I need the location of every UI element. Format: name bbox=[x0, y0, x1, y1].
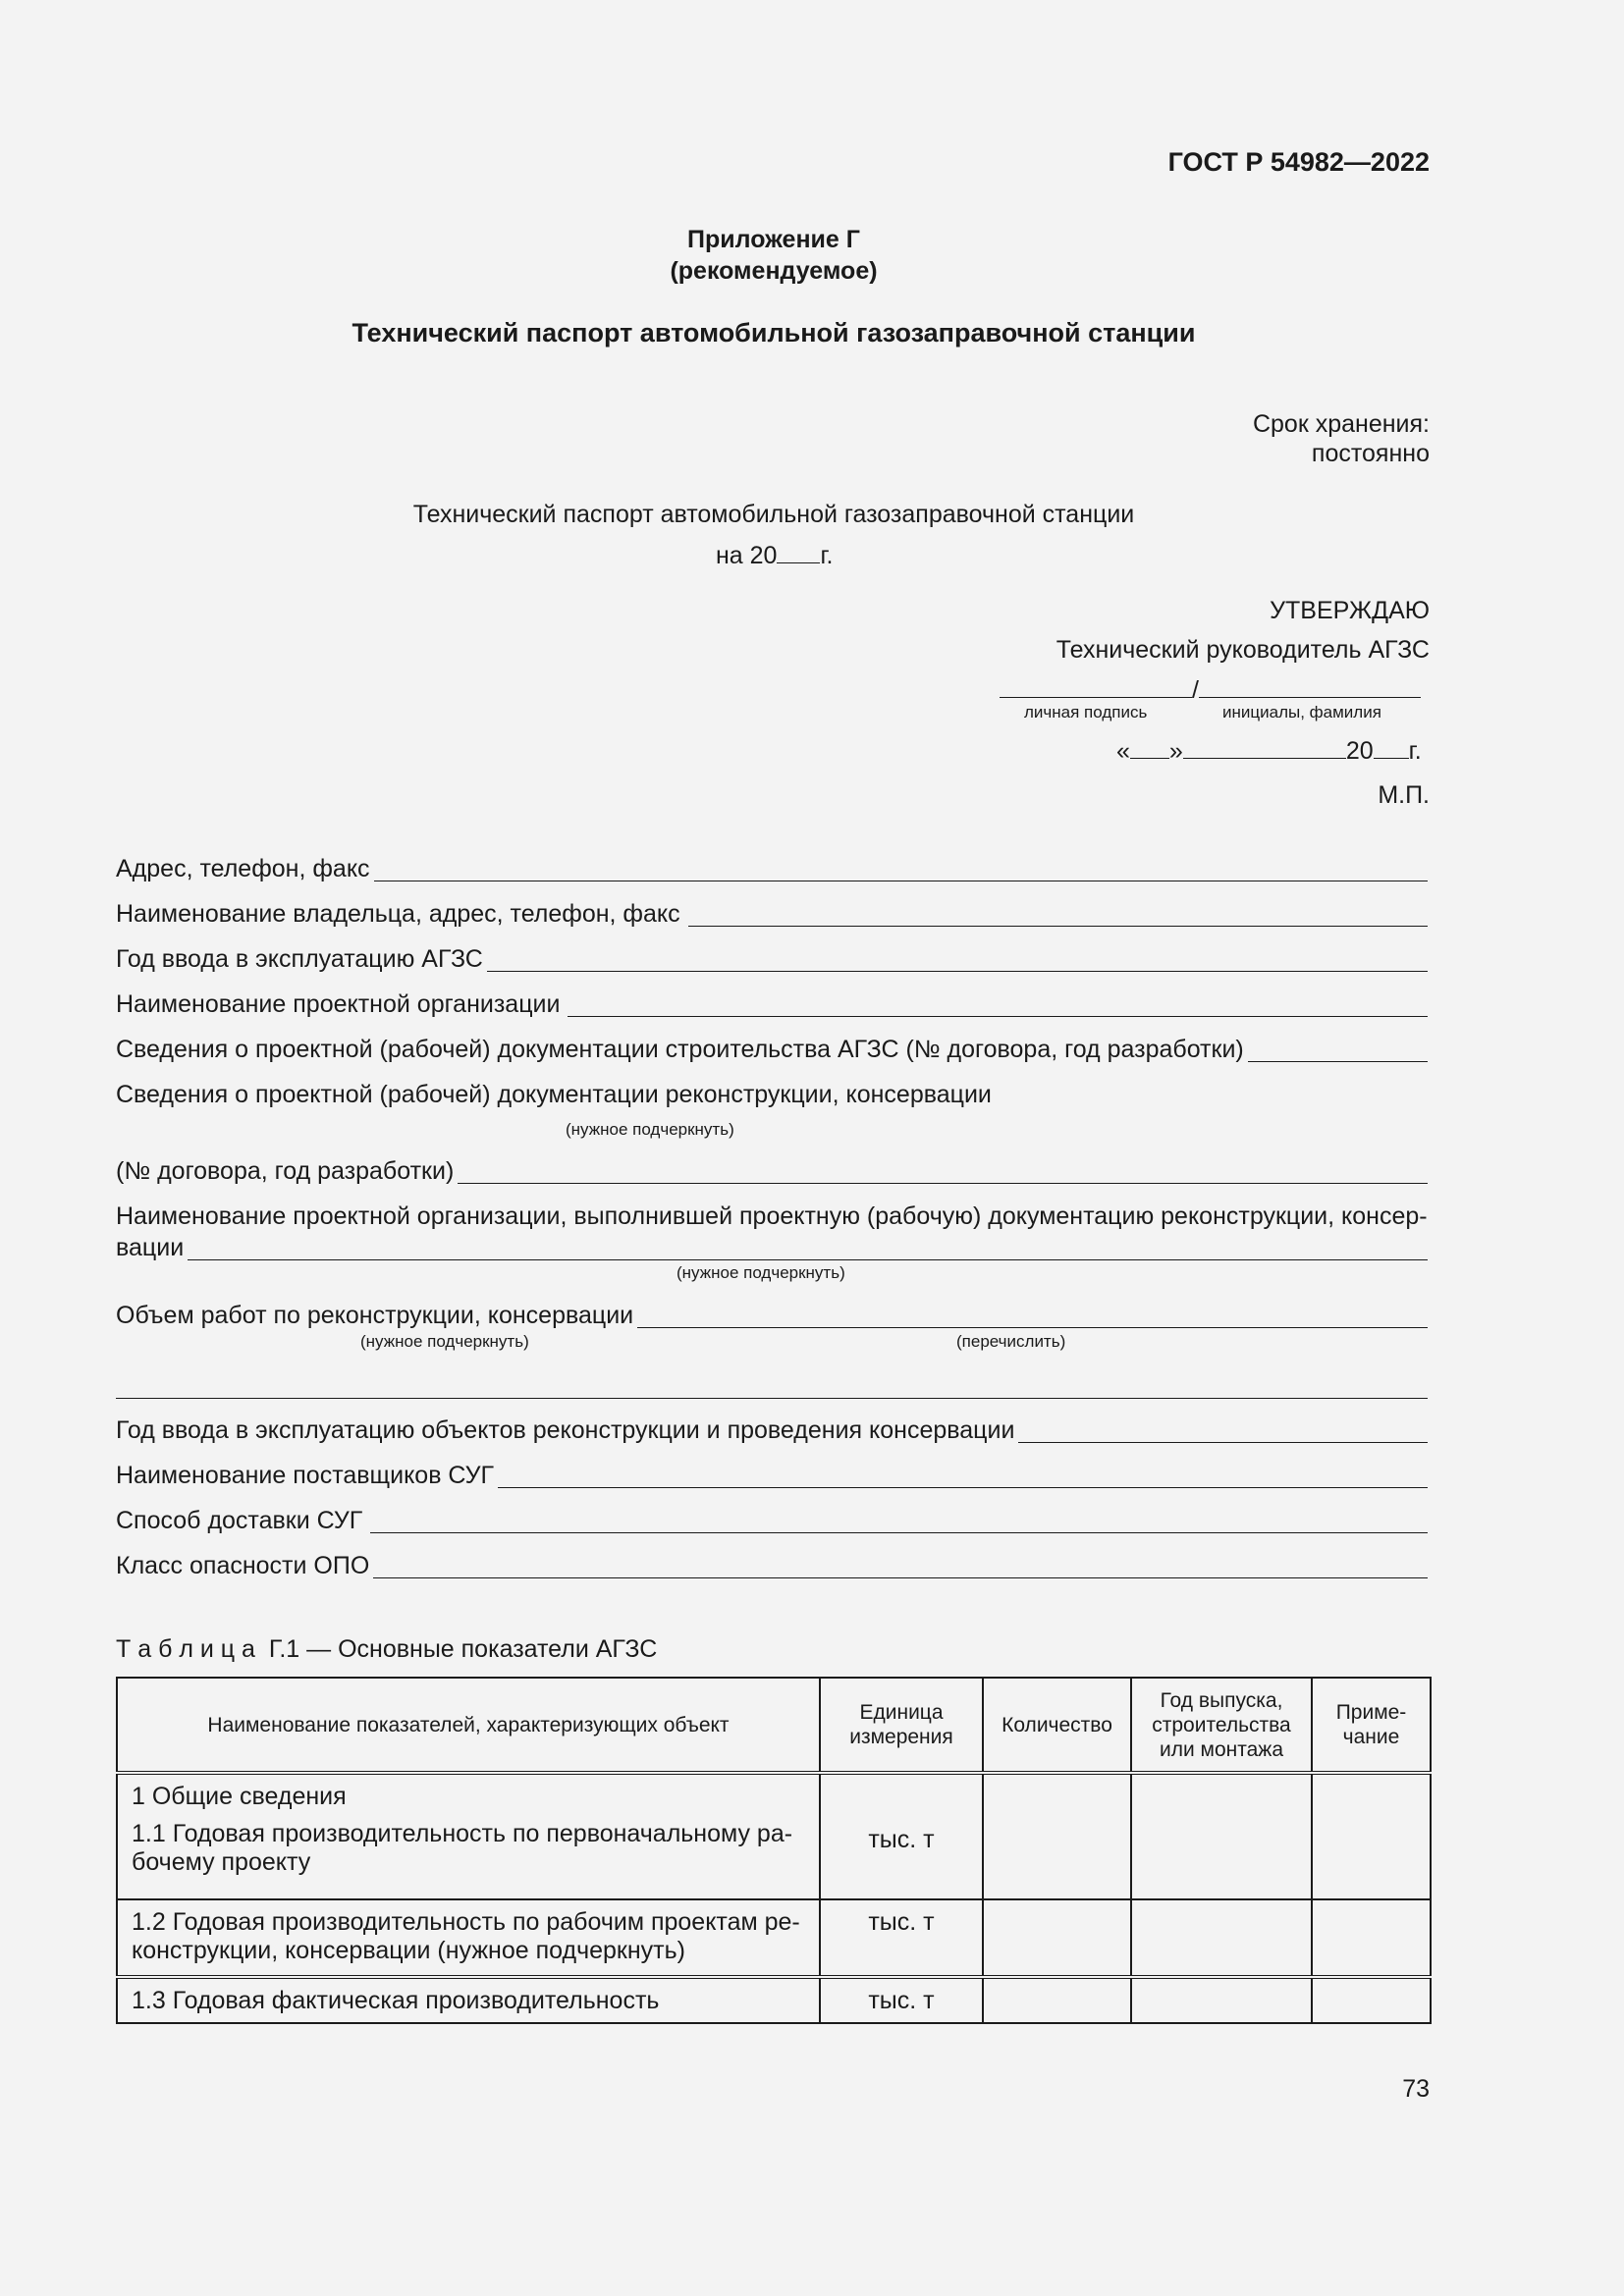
col-header-quantity: Количество bbox=[983, 1678, 1131, 1773]
row-unit: тыс. т bbox=[820, 1977, 983, 2023]
standard-code: ГОСТ Р 54982—2022 bbox=[1167, 147, 1430, 177]
field-scope-blank[interactable] bbox=[637, 1304, 1428, 1328]
section-title: 1 Общие сведения bbox=[132, 1783, 347, 1810]
underline-hint-2: (нужное подчеркнуть) bbox=[677, 1263, 845, 1282]
row-year[interactable] bbox=[1131, 1899, 1312, 1977]
underline-hint-3: (нужное подчеркнуть) bbox=[360, 1332, 529, 1351]
name-blank[interactable] bbox=[1199, 673, 1421, 698]
col-header-note: Приме-чание bbox=[1312, 1678, 1431, 1773]
passport-year-blank[interactable] bbox=[777, 539, 820, 563]
table-caption bbox=[116, 1635, 657, 1664]
indicators-table bbox=[116, 1677, 1432, 2024]
field-design-org-blank[interactable] bbox=[568, 992, 1428, 1017]
field-suppliers bbox=[116, 1461, 1428, 1490]
row-note[interactable] bbox=[1312, 1899, 1431, 1977]
field-owner-blank[interactable] bbox=[688, 902, 1428, 927]
appendix-heading: Технический паспорт автомобильной газозаправочной станции bbox=[352, 318, 1196, 347]
col-header-year: Год выпуска, строительства или монтажа bbox=[1131, 1678, 1312, 1773]
field-contract-blank[interactable] bbox=[458, 1159, 1428, 1184]
field-reconstruction-year-blank[interactable] bbox=[1018, 1418, 1428, 1443]
field-owner-label: Наименование владельца, адрес, телефон, факс bbox=[116, 900, 680, 928]
field-delivery-label: Способ доставки СУГ bbox=[116, 1507, 363, 1534]
date-day-blank[interactable] bbox=[1130, 734, 1169, 759]
passport-year bbox=[716, 539, 833, 570]
row-name: 1.3 Годовая фактическая производительность bbox=[117, 1977, 820, 2023]
date-month-blank[interactable] bbox=[1183, 734, 1346, 759]
field-delivery-blank[interactable] bbox=[370, 1509, 1428, 1533]
field-construction-docs-label: Сведения о проектной (рабочей) документации строительства АГЗС (№ договора, год разработки) bbox=[116, 1036, 1244, 1063]
field-scope bbox=[116, 1301, 1428, 1330]
field-reconstruction-docs bbox=[116, 1080, 1428, 1109]
field-contract bbox=[116, 1156, 1428, 1186]
field-design-org-label: Наименование проектной организации bbox=[116, 990, 561, 1018]
field-reconstruction-docs-label: Сведения о проектной (рабочей) документации реконструкции, консервации bbox=[116, 1081, 992, 1108]
page-number: 73 bbox=[1402, 2075, 1430, 2103]
field-suppliers-blank[interactable] bbox=[498, 1464, 1428, 1488]
passport-title: Технический паспорт автомобильной газозаправочной станции bbox=[412, 501, 1135, 528]
scope-extra-line[interactable] bbox=[116, 1370, 1428, 1399]
appendix-title: Приложение Г bbox=[687, 226, 860, 253]
col-header-unit: Единица измерения bbox=[820, 1678, 983, 1773]
field-reconstruction-org bbox=[116, 1201, 1428, 1231]
date-close-quote: » bbox=[1168, 737, 1183, 765]
signature-blank[interactable] bbox=[1000, 673, 1192, 698]
field-commissioning-year-blank[interactable] bbox=[487, 947, 1428, 972]
field-address-blank[interactable] bbox=[374, 857, 1428, 881]
field-hazard-class-blank[interactable] bbox=[373, 1554, 1428, 1578]
field-construction-docs-blank[interactable] bbox=[1248, 1038, 1428, 1062]
table-row bbox=[117, 1773, 1431, 1899]
date-open-quote: « bbox=[1116, 737, 1130, 765]
approval-signature-line bbox=[1000, 673, 1421, 705]
field-address bbox=[116, 854, 1428, 883]
stamp-label: М.П. bbox=[1378, 781, 1430, 809]
row-quantity[interactable] bbox=[983, 1773, 1131, 1899]
row-note[interactable] bbox=[1312, 1977, 1431, 2023]
date-year-prefix: 20 bbox=[1345, 737, 1374, 765]
passport-year-suffix: г. bbox=[820, 542, 834, 569]
field-contract-label: (№ договора, год разработки) bbox=[116, 1157, 455, 1185]
field-hazard-class-label: Класс опасности ОПО bbox=[116, 1552, 370, 1579]
table-row bbox=[117, 1977, 1431, 2023]
field-design-org bbox=[116, 989, 1428, 1019]
table-caption-prefix: Т а б л и ц а bbox=[116, 1635, 255, 1663]
col-header-name: Наименование показателей, характеризующих объект bbox=[117, 1678, 820, 1773]
signature-separator: / bbox=[1192, 676, 1199, 704]
field-commissioning-year-label: Год ввода в эксплуатацию АГЗС bbox=[116, 945, 483, 973]
date-year-suffix: г. bbox=[1408, 737, 1422, 765]
field-commissioning-year bbox=[116, 944, 1428, 974]
appendix-status: (рекомендуемое) bbox=[670, 257, 878, 285]
field-reconstruction-year-label: Год ввода в эксплуатацию объектов реконструкции и проведения консервации bbox=[116, 1416, 1015, 1444]
row-note[interactable] bbox=[1312, 1773, 1431, 1899]
passport-year-prefix: на 20 bbox=[716, 542, 778, 569]
field-delivery bbox=[116, 1506, 1428, 1535]
table-caption-title: Г.1 — Основные показатели АГЗС bbox=[268, 1635, 658, 1663]
field-reconstruction-org-label: Наименование проектной организации, выполнившей проектную (рабочую) документацию реконструкции, консер- bbox=[116, 1202, 1428, 1230]
row-year[interactable] bbox=[1131, 1773, 1312, 1899]
field-hazard-class bbox=[116, 1551, 1428, 1580]
row-quantity[interactable] bbox=[983, 1899, 1131, 1977]
storage-value: постоянно bbox=[1311, 440, 1430, 467]
row-year[interactable] bbox=[1131, 1977, 1312, 2023]
date-year-blank[interactable] bbox=[1374, 734, 1409, 759]
row-name: 1.2 Годовая производительность по рабочим проектам ре-конструкции, консервации (нужное подчеркнуть) bbox=[117, 1899, 820, 1977]
signature-caption: личная подпись bbox=[1024, 703, 1148, 721]
approval-word: УТВЕРЖДАЮ bbox=[1270, 597, 1430, 624]
table-row bbox=[117, 1899, 1431, 1977]
underline-hint-1: (нужное подчеркнуть) bbox=[566, 1120, 734, 1139]
row-name: 1.1 Годовая производительность по первоначальному ра-бочему проекту bbox=[132, 1820, 793, 1876]
name-caption: инициалы, фамилия bbox=[1222, 703, 1381, 721]
field-address-label: Адрес, телефон, факс bbox=[116, 855, 370, 882]
field-reconstruction-year bbox=[116, 1415, 1428, 1445]
row-unit: тыс. т bbox=[820, 1773, 983, 1899]
row-name-cell bbox=[117, 1773, 820, 1899]
row-unit: тыс. т bbox=[820, 1899, 983, 1977]
field-construction-docs bbox=[116, 1035, 1428, 1064]
field-scope-label: Объем работ по реконструкции, консервации bbox=[116, 1302, 634, 1329]
field-suppliers-label: Наименование поставщиков СУГ bbox=[116, 1462, 495, 1489]
field-owner bbox=[116, 899, 1428, 929]
field-reconstruction-org-blank[interactable] bbox=[188, 1236, 1428, 1260]
field-reconstruction-org-cont-label: вации bbox=[116, 1234, 185, 1261]
enumerate-hint: (перечислить) bbox=[956, 1332, 1066, 1351]
approval-position: Технический руководитель АГЗС bbox=[1056, 636, 1430, 664]
storage-label: Срок хранения: bbox=[1252, 410, 1430, 438]
field-reconstruction-org-cont bbox=[116, 1233, 1428, 1262]
approval-date bbox=[1116, 734, 1422, 766]
row-quantity[interactable] bbox=[983, 1977, 1131, 2023]
